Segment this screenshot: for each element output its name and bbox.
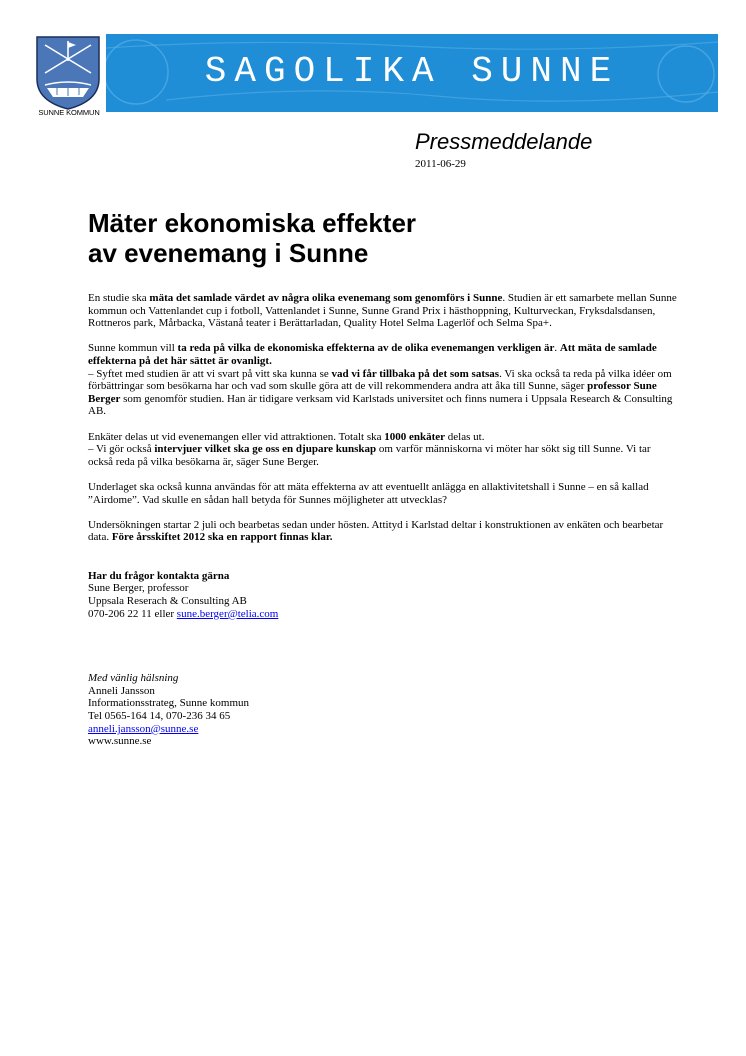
text-run: Enkäter delas ut vid evenemangen eller vid attraktionen. Totalt ska — [88, 430, 385, 443]
paragraph-surveys — [88, 431, 678, 469]
text-run: . — [554, 342, 560, 355]
text-run: som genomför studien. Han är tidigare verksam vid Karlstads universitet och finns numera i Uppsala Research & Consulting AB. — [88, 392, 673, 418]
coat-of-arms-icon — [35, 35, 101, 111]
document-date: 2011-06-29 — [415, 158, 466, 170]
contact-phone: 070-206 22 11 eller — [88, 607, 177, 620]
logo-caption: SUNNE KOMMUN — [38, 108, 100, 117]
text-bold: professor Sune Berger — [88, 380, 657, 405]
text-run: Underlaget ska också kunna användas för att mäta effekterna av att eventuellt anlägga en allaktivitetshall i Sunne – en så kallad ”Airdome”. Vad skulle en sådan hall betyda för Sunnes möjligheter att utvecklas? — [88, 480, 649, 506]
headline — [88, 208, 416, 268]
text-run: . Studien är ett samarbete mellan Sunne kommun och Vattenlandet cup i fotboll, Vattenlandet i Sunne, Sunne Grand Prix i hästhoppning, Kulturveckan, Fryksdalsdansen, Rottneros park, Mårbacka, Västanå teater i Berättarladan, Quality Hotel Selma Lagerlöf och Selma Spa+. — [88, 292, 677, 330]
signature-name: Anneli Jansson — [88, 684, 155, 697]
headline-line-2: av evenemang i Sunne — [88, 238, 369, 268]
paragraph-airdome — [88, 481, 678, 506]
text-run: om varför människorna vi möter har sökt sig till Sunne. Vi tar också reda på vilka besökarna är, säger Sune Berger. — [88, 443, 651, 468]
text-run: – Syftet med studien är att vi svart på vitt ska kunna se — [88, 367, 332, 380]
text-run: – Vi gör också — [88, 443, 155, 456]
contact-block — [88, 570, 678, 620]
municipality-logo — [35, 35, 101, 119]
text-bold: vad vi får tillbaka på det som satsas — [331, 367, 500, 380]
text-bold: Att mäta de samlade effekterna på det här sättet är ovanligt. — [88, 342, 657, 367]
banner-title: SAGOLIKA SUNNE — [204, 51, 620, 92]
contact-name: Sune Berger, professor — [88, 582, 189, 595]
text-bold: Före årsskiftet 2012 ska en rapport finnas klar. — [111, 531, 333, 544]
headline-line-1: Mäter ekonomiska effekter — [88, 208, 417, 238]
signature-website: www.sunne.se — [88, 735, 152, 748]
text-bold: ta reda på vilka de ekonomiska effekterna av de olika evenemangen verkligen är — [177, 342, 555, 355]
contact-heading: Har du frågor kontakta gärna — [88, 569, 230, 582]
text-run: Sunne kommun vill — [88, 342, 178, 355]
text-run: Undersökningen startar 2 juli och bearbetas sedan under hösten. Attityd i Karlstad deltar i konstruktionen av enkäten och bearbetar data. — [88, 518, 664, 544]
text-run: En studie ska — [88, 292, 150, 304]
paragraph-intro — [88, 292, 678, 330]
paragraph-purpose — [88, 342, 678, 418]
text-bold: intervjuer vilket ska ge oss en djupare kunskap — [154, 443, 377, 456]
signature-phone: Tel 0565-164 14, 070-236 34 65 — [88, 710, 231, 723]
text-run: . Vi ska också ta reda på vilka idéer om förbättringar som besökarna har och vad som skulle göra att de vill rekommendera andra att åka till Sunne, säger — [88, 367, 672, 393]
signature-title: Informationsstrateg, Sunne kommun — [88, 697, 250, 710]
signature-block — [88, 672, 678, 748]
signature-email-link[interactable]: anneli.jansson@sunne.se — [88, 722, 199, 735]
document-type: Pressmeddelande — [415, 129, 593, 154]
signature-greeting: Med vänlig hälsning — [88, 672, 179, 685]
contact-organization: Uppsala Reserach & Consulting AB — [88, 595, 247, 608]
text-run: delas ut. — [445, 430, 485, 443]
text-bold: 1000 enkäter — [384, 430, 446, 443]
article-body — [88, 292, 678, 760]
header-banner — [106, 34, 718, 112]
paragraph-timeline — [88, 519, 678, 544]
contact-email-link[interactable]: sune.berger@telia.com — [176, 607, 279, 620]
text-bold: mäta det samlade värdet av några olika evenemang som genomförs i Sunne — [149, 292, 503, 304]
